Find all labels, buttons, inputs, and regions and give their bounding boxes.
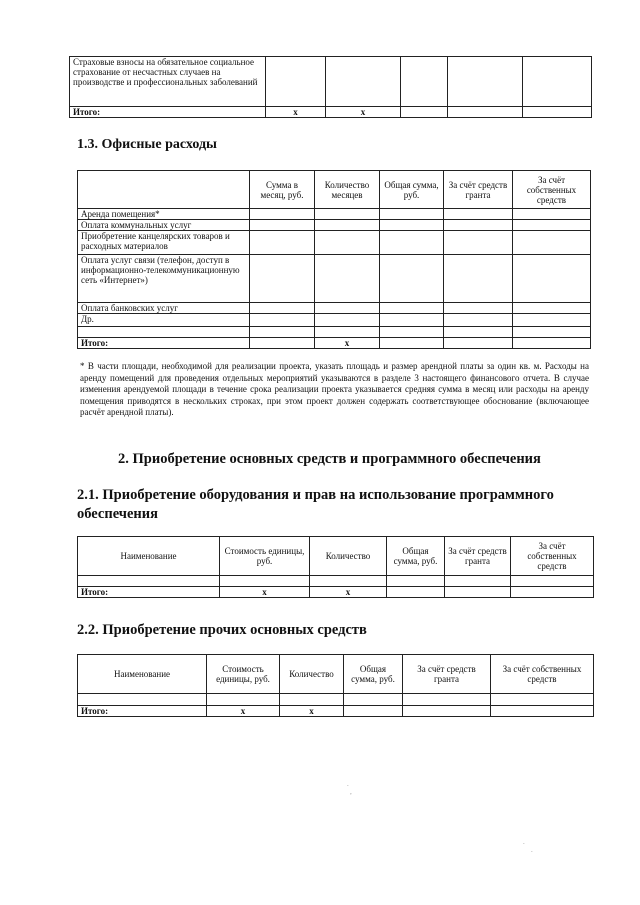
header-cell: За счёт средств гранта — [403, 655, 491, 694]
insurance-row-label: Страховые взносы на обязательное социальное страхование от несчастных случаев на производстве и профессиональных заболеваний — [70, 57, 266, 107]
insurance-table — [69, 56, 592, 118]
header-cell: Количество — [280, 655, 344, 694]
header-cell: За счёт собственных средств — [491, 655, 594, 694]
scan-speck: . — [531, 846, 533, 854]
equipment-table — [77, 536, 594, 598]
header-cell: Стоимость единицы, руб. — [207, 655, 280, 694]
total-x-mark: x — [266, 107, 326, 118]
header-cell: За счёт средств гранта — [444, 171, 513, 209]
section-title-2-2: 2.2. Приобретение прочих основных средств — [77, 622, 367, 638]
total-x-mark: x — [315, 338, 380, 349]
section-title-1-3: 1.3. Офисные расходы — [77, 137, 217, 152]
header-cell: За счёт собственных средств — [513, 171, 591, 209]
total-label: Итого: — [70, 107, 266, 118]
row-label: Оплата услуг связи (телефон, доступ в информационно-телекоммуникационную сеть «Интернет») — [78, 255, 250, 303]
total-label: Итого: — [78, 587, 220, 598]
header-cell: Количество месяцев — [315, 171, 380, 209]
header-cell — [78, 171, 250, 209]
total-label: Итого: — [78, 338, 250, 349]
header-cell: Количество — [310, 537, 387, 576]
scan-speck: , — [350, 788, 352, 796]
header-cell: Стоимость единицы, руб. — [220, 537, 310, 576]
row-label: Др. — [78, 314, 250, 327]
header-cell: Наименование — [78, 655, 207, 694]
header-cell: За счёт средств гранта — [445, 537, 511, 576]
row-label: Оплата коммунальных услуг — [78, 220, 250, 231]
footnote: * В части площади, необходимой для реализации проекта, указать площадь и размер арендной платы за один кв. м. Расходы на аренду помещений для проведения отдельных мероприятий указываются в разделе 3 настоящего финансового отчета. В случае изменения арендуемой площади в течение срока реализации проекта указывается средняя сумма в месяц или расходы на аренду помещения приводятся в нескольких строках, при этом проект должен содержать соответствующее обоснование (включающее расчёт арендной платы). — [80, 361, 589, 417]
row-label: Аренда помещения* — [78, 209, 250, 220]
header-cell: Общая сумма, руб. — [344, 655, 403, 694]
office-expenses-table — [77, 170, 591, 349]
total-x-mark: x — [310, 587, 387, 598]
header-cell: Общая сумма, руб. — [387, 537, 445, 576]
total-x-mark: x — [326, 107, 401, 118]
total-label: Итого: — [78, 706, 207, 717]
header-cell: Общая сумма, руб. — [380, 171, 444, 209]
total-x-mark: x — [207, 706, 280, 717]
row-label: Приобретение канцелярских товаров и расходных материалов — [78, 231, 250, 255]
row-label — [78, 327, 250, 338]
other-assets-table — [77, 654, 594, 717]
header-cell: Наименование — [78, 537, 220, 576]
section-title-2: 2. Приобретение основных средств и программного обеспечения — [118, 451, 541, 467]
total-x-mark: x — [220, 587, 310, 598]
scan-speck: . — [523, 838, 525, 846]
header-cell: Сумма в месяц, руб. — [250, 171, 315, 209]
total-x-mark: x — [280, 706, 344, 717]
scan-speck: . — [347, 780, 349, 788]
section-title-2-1: 2.1. Приобретение оборудования и прав на использование программного обеспечения — [77, 487, 554, 522]
row-label: Оплата банковских услуг — [78, 303, 250, 314]
header-cell: За счёт собственных средств — [511, 537, 594, 576]
